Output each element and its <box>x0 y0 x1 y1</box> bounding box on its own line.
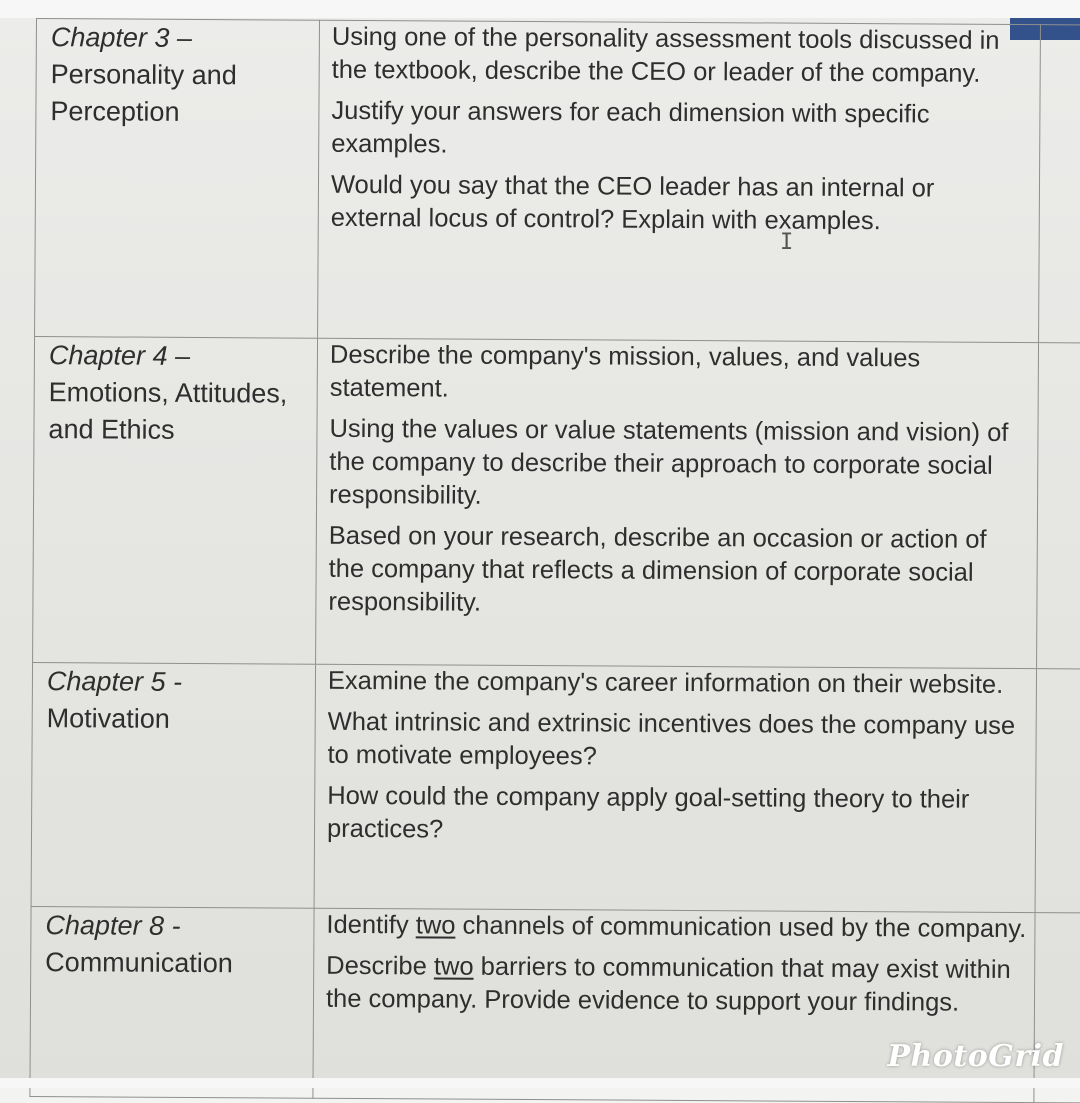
chapter-title: Communication <box>45 947 233 979</box>
task-item: Justify your answers for each dimension with specific examples. <box>331 96 930 159</box>
task-cell <box>318 20 1041 342</box>
table-row <box>33 336 1080 668</box>
chapter-cell <box>33 336 318 664</box>
chapter-number: Chapter 3 – <box>50 22 193 53</box>
table-row <box>35 19 1080 343</box>
task-cell <box>316 338 1039 668</box>
chapter-cell <box>30 906 314 1098</box>
task-item: How could the company apply goal-setting theory to their practices? <box>326 781 970 844</box>
blank-cell <box>1034 913 1080 1103</box>
blank-cell <box>1039 25 1080 343</box>
chapter-cell <box>31 662 315 908</box>
task-item: Would you say that the CEO leader has an internal or external locus of control? Explain with examples. <box>330 170 935 236</box>
underlined-word: two <box>433 952 474 981</box>
task-item: What intrinsic and extrinsic incentives does the company use to motivate employees? <box>327 707 1016 771</box>
text-cursor-icon: I <box>780 230 794 255</box>
chapter-cell <box>35 19 320 339</box>
task-item: Based on your research, describe an occasion or action of the company that reflects a dimension of corporate social responsibility. <box>328 521 987 617</box>
underlined-word: two <box>415 911 456 940</box>
chapter-number: Chapter 4 – <box>48 340 191 371</box>
task-item: Using the values or value statements (mission and vision) of the company to describe their approach to corporate social responsibility. <box>329 414 1009 510</box>
task-item: Using one of the personality assessment tools discussed in the textbook, describe the CEO or leader of the company. <box>331 22 1000 88</box>
assignment-table <box>29 18 1080 1103</box>
chapter-title: Personality and Perception <box>50 59 237 127</box>
task-cell <box>314 664 1036 912</box>
chapter-number: Chapter 5 - <box>46 666 183 697</box>
chapter-title: Emotions, Attitudes, and Ethics <box>48 377 288 445</box>
task-item: Describe the company's mission, values, and values statement. <box>329 340 921 403</box>
chapter-number: Chapter 8 - <box>45 910 181 941</box>
blank-cell <box>1035 669 1080 913</box>
task-item: Describe two barriers to communication that may exist within the company. Provide evidence to support your findings. <box>325 951 1011 1017</box>
photogrid-watermark: PhotoGrid <box>887 1039 1064 1074</box>
blank-cell <box>1037 343 1080 669</box>
task-item: Examine the company's career information on their website. <box>327 666 1004 699</box>
table-row <box>31 662 1080 912</box>
top-border <box>0 0 1080 18</box>
chapter-title: Motivation <box>46 703 170 734</box>
task-item: Identify two channels of communication used by the company. <box>326 910 1027 944</box>
bottom-border <box>0 1078 1080 1088</box>
